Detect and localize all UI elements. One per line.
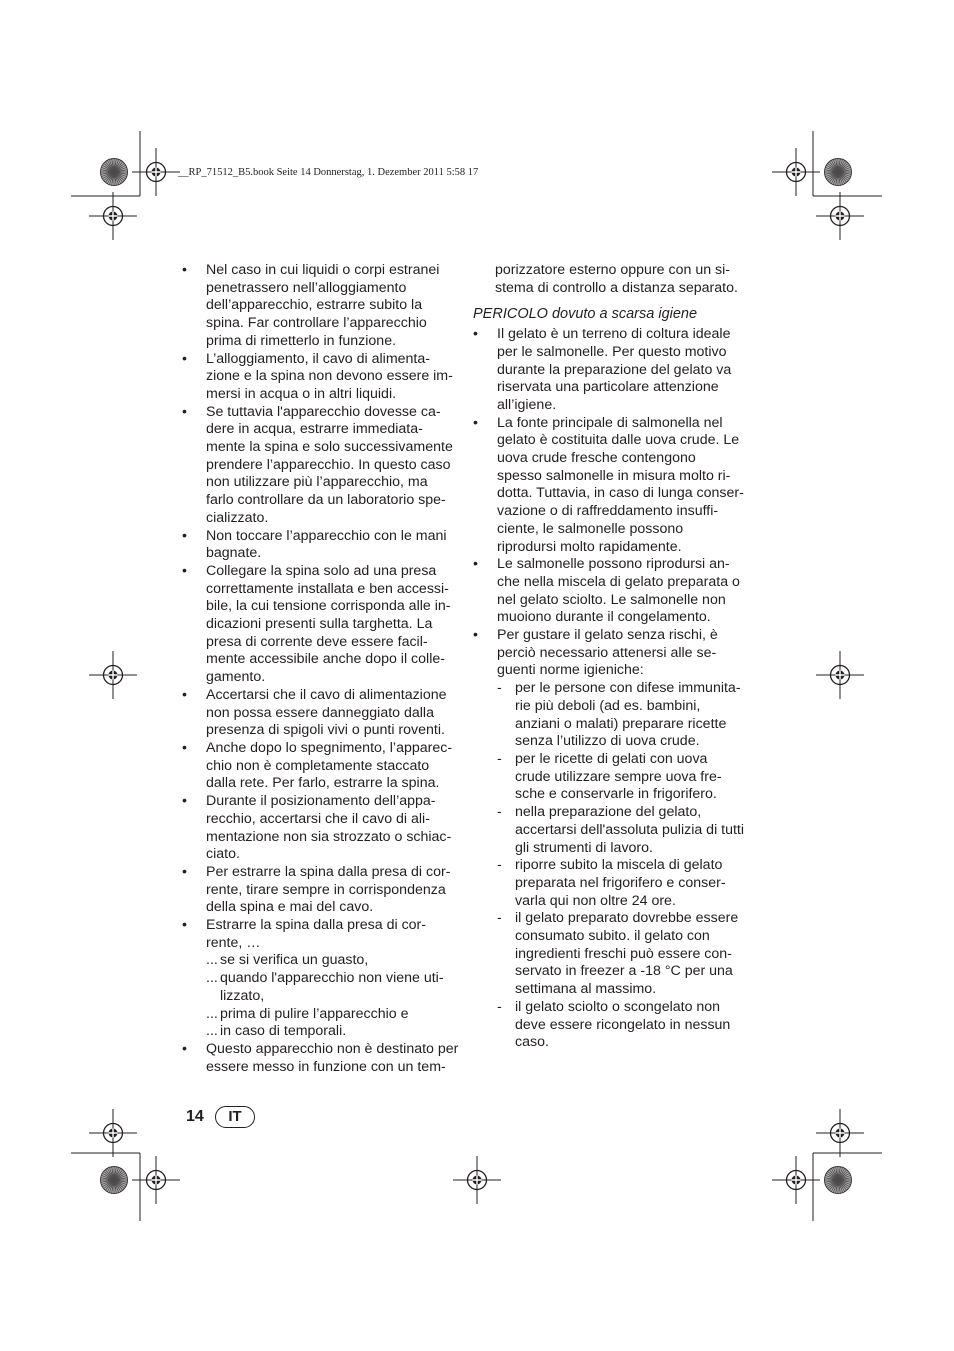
text-line: guenti norme igieniche:: [497, 662, 644, 679]
hygiene-bullet: [473, 326, 753, 415]
text-line: se si verifica un guasto,: [220, 952, 369, 969]
text-line: mente accessibile anche dopo il colle-: [206, 651, 445, 668]
print-header: __RP_71512_B5.book Seite 14 Donnerstag, 1. Dezember 2011 5:58 17: [178, 167, 479, 178]
bullet-symbol: •: [182, 562, 187, 579]
text-line: riservata una particolare attenzione: [497, 379, 719, 396]
text-line: porizzatore esterno oppure con un si-: [495, 262, 731, 278]
unplug-bullet: [182, 917, 462, 1041]
safety-bullet: [182, 740, 462, 793]
last-bullet: [182, 1041, 462, 1076]
bullet-symbol: •: [182, 262, 187, 278]
text-line: mente la spina e solo successivamente: [206, 439, 453, 456]
text-line: farlo controllare da un laboratorio spe-: [206, 492, 446, 509]
ellipsis-item: [206, 1023, 462, 1041]
hygiene-rules-bullet: [473, 627, 753, 1052]
hygiene-rules-list: [473, 627, 753, 1052]
bullet-symbol: •: [473, 326, 478, 343]
text-line: rie più deboli (ad es. bambini,: [515, 697, 701, 714]
ellipsis-symbol: ...: [206, 970, 218, 987]
text-line: lizzato,: [220, 987, 265, 1004]
text-line: essere messo in funzione con un tem-: [206, 1058, 446, 1075]
bullet-symbol: •: [473, 556, 478, 573]
text-line: crude utilizzare sempre uova fre-: [515, 768, 722, 785]
continued-paragraph: [473, 262, 753, 297]
text-line: preparata nel frigorifero e conser-: [515, 874, 726, 891]
hygiene-rule-item: [497, 999, 753, 1052]
text-line: deve essere ricongelato in nessun: [515, 1016, 731, 1033]
text-line: ciente, le salmonelle possono: [497, 520, 684, 537]
text-line: recchio, accertarsi che il cavo di ali-: [206, 810, 430, 827]
text-line: dalla rete. Per farlo, estrarre la spina.: [206, 775, 440, 792]
text-line: bagnate.: [206, 545, 262, 562]
text-line: della spina e mai del cavo.: [206, 899, 374, 916]
text-line: per le persone con difese immunita-: [515, 680, 741, 697]
bullet-symbol: •: [182, 739, 187, 756]
text-line: Durante il posizionamento dell’appa-: [206, 793, 436, 810]
text-line: accertarsi dell'assoluta pulizia di tutti: [515, 821, 745, 838]
text-line: zione e la spina non devono essere im-: [206, 368, 453, 385]
bullet-symbol: •: [473, 414, 478, 431]
bullet-symbol: •: [182, 917, 187, 934]
bullet-symbol: •: [182, 793, 187, 810]
dash-symbol: -: [497, 910, 502, 927]
text-line: consumato subito. il gelato con: [515, 928, 710, 945]
bullet-symbol: •: [182, 403, 187, 420]
text-line: il gelato sciolto o scongelato non: [515, 998, 721, 1015]
hygiene-bullet: [473, 415, 753, 557]
text-line: muoiono durante il congelamento.: [497, 609, 711, 626]
section-heading: PERICOLO dovuto a scarsa igiene: [473, 306, 698, 323]
bullet-symbol: •: [182, 1040, 187, 1057]
dash-symbol: -: [497, 804, 502, 821]
ellipsis-item: [206, 970, 462, 1005]
text-line: Il gelato è un terreno di coltura ideale: [497, 326, 731, 343]
right-column: [473, 262, 753, 1052]
text-line: prima di rimetterlo in funzione.: [206, 332, 397, 349]
text-line: Non toccare l’apparecchio con le mani: [206, 527, 447, 544]
text-line: per le salmonelle. Per questo motivo: [497, 343, 727, 360]
hygiene-rule-items: [497, 680, 753, 1052]
safety-bullet: [182, 563, 462, 687]
text-line: dotta. Tuttavia, in caso di lunga conser-: [497, 485, 744, 502]
ellipsis-item: [206, 952, 462, 970]
text-line: spina. Far controllare l’apparecchio: [206, 315, 427, 332]
text-line: servato in freezer a -18 °C per una: [515, 963, 733, 980]
hygiene-rule-item: [497, 910, 753, 999]
safety-bullet: [182, 864, 462, 917]
language-badge: IT: [215, 1106, 255, 1128]
unplug-bullet-list: [182, 917, 462, 1076]
text-line: Le salmonelle possono riprodursi an-: [497, 556, 730, 573]
text-line: caso.: [515, 1034, 549, 1051]
text-line: Se tuttavia l'apparecchio dovesse ca-: [206, 403, 441, 420]
text-line: dicazioni presenti sulla targhetta. La: [206, 616, 433, 633]
text-line: non possa essere danneggiato dalla: [206, 704, 434, 721]
text-line: correttamente installata e ben accessi-: [206, 580, 449, 597]
text-line: gamento.: [206, 669, 266, 686]
text-line: chio non è completamente staccato: [206, 757, 430, 774]
safety-bullet: [182, 528, 462, 563]
ellipsis-item: [206, 1006, 462, 1024]
text-line: Per gustare il gelato senza rischi, è: [497, 627, 718, 644]
text-line: cializzato.: [206, 509, 269, 526]
safety-bullet-list: [182, 262, 462, 917]
text-line: presa di corrente deve essere facil-: [206, 633, 428, 650]
text-line: dell’apparecchio, estrarre subito la: [206, 297, 423, 314]
page-number: 14: [186, 1108, 204, 1125]
hygiene-bullet-list: [473, 326, 753, 627]
text-line: stema di controllo a distanza separato.: [495, 279, 738, 296]
text-line: settimana al massimo.: [515, 981, 657, 998]
text-line: penetrassero nell’alloggiamento: [206, 279, 407, 296]
text-line: il gelato preparato dovrebbe essere: [515, 910, 739, 927]
text-line: quando l'apparecchio non viene uti-: [220, 970, 444, 987]
text-line: rente, tirare sempre in corrispondenza: [206, 881, 446, 898]
safety-bullet: [182, 687, 462, 740]
text-line: durante la preparazione del gelato va: [497, 361, 732, 378]
text-line: all’igiene.: [497, 396, 557, 413]
text-line: mersi in acqua o in altri liquidi.: [206, 385, 397, 402]
text-line: che nella miscela di gelato preparata o: [497, 573, 740, 590]
text-line: riporre subito la miscela di gelato: [515, 857, 723, 874]
text-line: perciò necessario attenersi alle se-: [497, 644, 717, 661]
safety-bullet: [182, 351, 462, 404]
text-line: gelato è costituita dalle uova crude. Le: [497, 432, 740, 449]
text-line: prima di pulire l’apparecchio e: [220, 1005, 409, 1022]
safety-bullet: [182, 793, 462, 864]
bullet-symbol: •: [182, 863, 187, 880]
safety-bullet: [182, 262, 462, 351]
text-line: Questo apparecchio non è destinato per: [206, 1040, 459, 1057]
ellipsis-symbol: ...: [206, 952, 218, 969]
bullet-symbol: •: [473, 627, 478, 644]
text-line: varla qui non oltre 24 ore.: [515, 892, 676, 909]
text-line: nel gelato sciolto. Le salmonelle non: [497, 591, 726, 608]
text-line: Anche dopo lo spegnimento, l’apparec-: [206, 739, 453, 756]
text-line: Nel caso in cui liquidi o corpi estranei: [206, 262, 440, 278]
dash-symbol: -: [497, 857, 502, 874]
bullet-symbol: •: [182, 686, 187, 703]
text-line: anziani o malati) preparare ricette: [515, 715, 727, 732]
text-line: non utilizzare più l’apparecchio, ma: [206, 474, 428, 491]
text-line: Collegare la spina solo ad una presa: [206, 562, 437, 579]
text-line: in caso di temporali.: [220, 1023, 347, 1040]
text-line: nella preparazione del gelato,: [515, 804, 702, 821]
bullet-symbol: •: [182, 350, 187, 367]
text-line: L’alloggiamento, il cavo di alimenta-: [206, 350, 430, 367]
text-line: mentazione non sia strozzato o schiac-: [206, 828, 452, 845]
hygiene-rule-item: [497, 804, 753, 857]
text-line: ingredienti freschi può essere con-: [515, 945, 732, 962]
hygiene-rule-item: [497, 857, 753, 910]
ellipsis-symbol: ...: [206, 1005, 218, 1022]
text-line: Estrarre la spina dalla presa di cor-: [206, 917, 427, 934]
ellipsis-symbol: ...: [206, 1023, 218, 1040]
bullet-symbol: •: [182, 527, 187, 544]
text-line: sche e conservarle in frigorifero.: [515, 786, 717, 803]
left-column: [182, 262, 462, 1076]
text-line: ciato.: [206, 846, 240, 863]
text-line: senza l’utilizzo di uova crude.: [515, 733, 700, 750]
hygiene-bullet: [473, 556, 753, 627]
unplug-occasion-list: [206, 952, 462, 1041]
dash-symbol: -: [497, 680, 502, 697]
dash-symbol: -: [497, 998, 502, 1015]
text-line: presenza di spigoli vivi o punti roventi.: [206, 722, 445, 739]
text-line: Accertarsi che il cavo di alimentazione: [206, 686, 447, 703]
text-line: riprodursi molto rapidamente.: [497, 538, 682, 555]
hygiene-rule-item: [497, 680, 753, 751]
text-line: dere in acqua, estrarre immediata-: [206, 421, 423, 438]
text-line: Per estrarre la spina dalla presa di cor-: [206, 863, 451, 880]
text-line: rente, …: [206, 934, 261, 951]
text-line: uova crude fresche contengono: [497, 450, 696, 467]
text-line: spesso salmonelle in misura molto ri-: [497, 467, 731, 484]
text-line: vazione o di raffreddamento insuffi-: [497, 503, 719, 520]
text-line: La fonte principale di salmonella nel: [497, 414, 723, 431]
hygiene-rule-item: [497, 751, 753, 804]
text-line: bile, la cui tensione corrisponda alle in-: [206, 598, 451, 615]
text-line: gli strumenti di lavoro.: [515, 839, 653, 856]
text-line: per le ricette di gelati con uova: [515, 750, 708, 767]
dash-symbol: -: [497, 750, 502, 767]
safety-bullet: [182, 404, 462, 528]
text-line: prendere l’apparecchio. In questo caso: [206, 456, 451, 473]
